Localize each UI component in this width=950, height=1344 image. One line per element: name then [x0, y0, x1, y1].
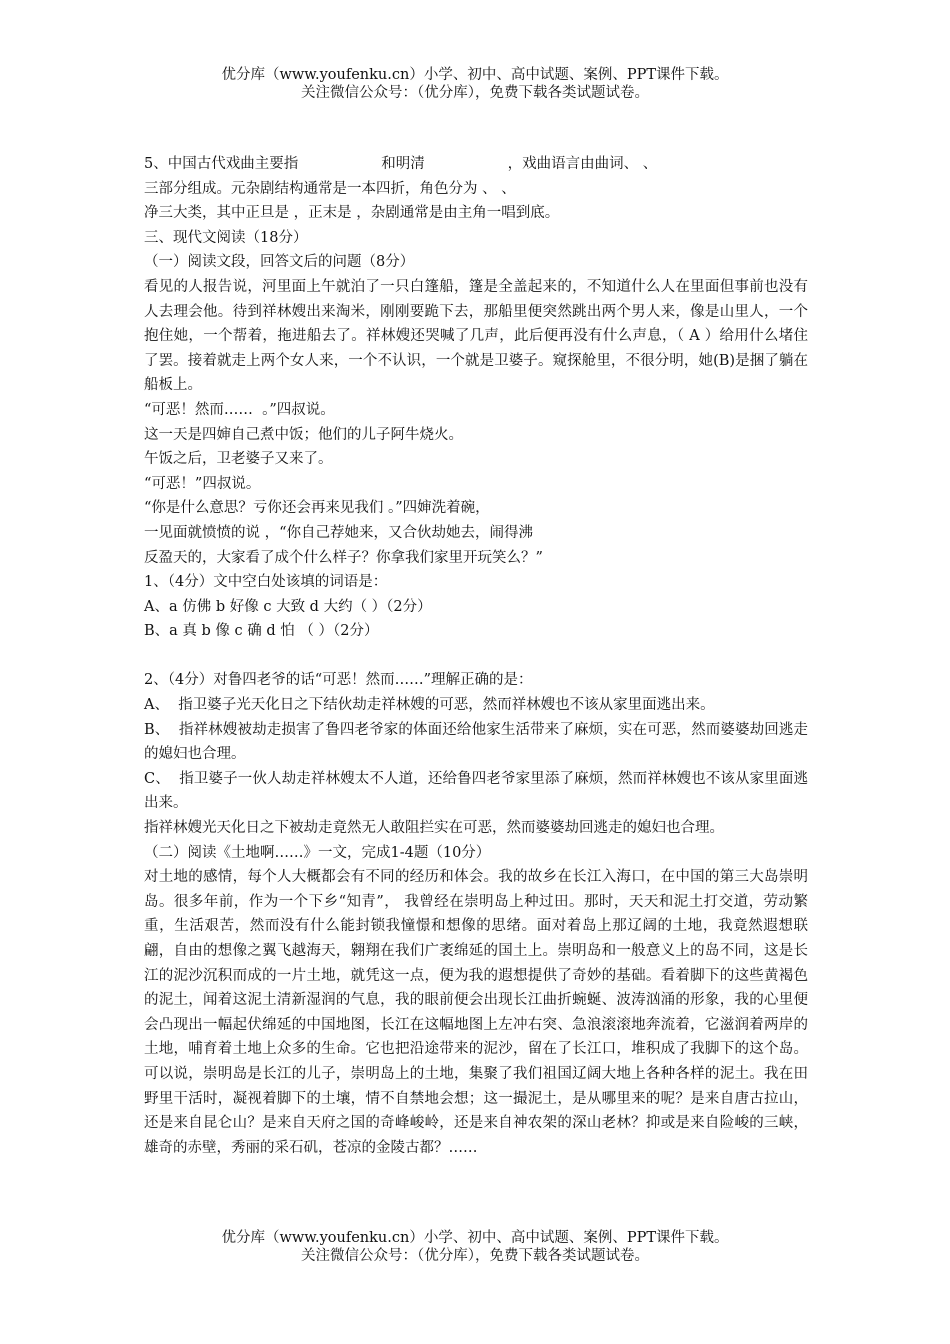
part-1-title: （一）阅读文段，回答文后的问题（8分）	[144, 254, 415, 271]
dialog-line-3: 午饭之后，卫老婆子又来了。	[144, 451, 333, 468]
footer-line-2: 关注微信公众号：（优分库），免费下载各类试题试卷。	[301, 1248, 649, 1264]
question-2-option-d: 指祥林嫂光天化日之下被劫走竟然无人敢阻拦实在可恶，然而婆婆劫回逃走的媳妇也合理。	[144, 820, 724, 837]
dialog-line-6: 一见面就愤愤的说 ，“你自己荐她来，又合伙劫她去，闹得沸	[144, 524, 534, 541]
question-2-option-b: B、 指祥林嫂被劫走损害了鲁四老爷家的体面还给他家生活带来了麻烦，实在可恶，然而婆婆劫回逃走的媳妇也合理。	[144, 721, 808, 763]
header-line-2: 关注微信公众号：（优分库），免费下载各类试题试卷。	[301, 85, 649, 101]
dialog-line-4: “可恶！”四叔说。	[144, 475, 261, 492]
question-1-option-a: A、a 仿佛 b 好像 c 大致 d 大约（ ）（2分）	[144, 598, 432, 615]
question-1-stem: 1、（4分）文中空白处该填的词语是：	[144, 574, 388, 591]
page-footer	[0, 1229, 950, 1265]
part-2-title: （二）阅读《土地啊……》一文，完成1-4题（10分）	[144, 844, 491, 861]
question-2-option-c: C、 指卫婆子一伙人劫走祥林嫂太不人道，还给鲁四老爷家里添了麻烦，然而祥林嫂也不该从家里面逃出来。	[144, 770, 808, 812]
header-line-1: 优分库（www.youfenku.cn）小学、初中、高中试题、案例、PPT课件下载。	[221, 67, 729, 83]
page-header	[0, 66, 950, 102]
q5-line-2: 三部分组成。元杂剧结构通常是一本四折，角色分为 、 、	[144, 180, 516, 197]
passage-2: 对土地的感情，每个人大概都会有不同的经历和体会。我的故乡在长江入海口，在中国的第三大岛崇明岛。很多年前，作为一个下乡“知青”， 我曾经在崇明岛上种过田。那时，天天和泥土打交道，劳动繁重，生活艰苦，然而没有什么能封锁我憧憬和想像的思绪。面对着岛上那辽阔的土地，我竟然遐想联翩，自由的想像之翼飞越海天，翱翔在我们广袤绵延的国土上。崇明岛和一般意义上的岛不同，这是长江的泥沙沉积而成的一片土地，就凭这一点，便为我的遐想提供了奇妙的基础。看着脚下的这些黄褐色的泥土，闻着这泥土清新湿润的气息，我的眼前便会出现长江曲折蜿蜒、波涛汹涌的形象，我的心里便会凸现出一幅起伏绵延的中国地图，长江在这幅地图上左冲右突、急浪滚滚地奔流着，它滋润着两岸的土地，哺育着土地上众多的生命。它也把沿途带来的泥沙，留在了长江口，堆积成了我脚下的这个岛。可以说，崇明岛是长江的儿子，崇明岛上的土地，集聚了我们祖国辽阔大地上各种各样的泥土。我在田野里干活时，凝视着脚下的土壤，情不自禁地会想；这一撮泥土，是从哪里来的呢？是来自唐古拉山，还是来自昆仑山？是来自天府之国的奇峰峻岭，还是来自神农架的深山老林？抑或是来自险峻的三峡，雄奇的赤壁，秀丽的采石矶，苍凉的金陵古都？……	[144, 869, 808, 1156]
footer-line-1: 优分库（www.youfenku.cn）小学、初中、高中试题、案例、PPT课件下载。	[221, 1230, 729, 1246]
section-3-title: 三、现代文阅读（18分）	[144, 229, 308, 246]
dialog-line-2: 这一天是四婶自己煮中饭；他们的儿子阿牛烧火。	[144, 426, 463, 443]
dialog-line-5: “你是什么意思？亏你还会再来见我们 。”四婶洗着碗，	[144, 500, 490, 517]
q5-line-3: 净三大类，其中正旦是 ，正末是 ，杂剧通常是由主角一唱到底。	[144, 205, 560, 222]
question-2-option-a: A、 指卫婆子光天化日之下结伙劫走祥林嫂的可恶，然而祥林嫂也不该从家里面逃出来。	[144, 697, 715, 714]
dialog-line-1: “可恶！然而…… 。”四叔说。	[144, 401, 335, 418]
question-2-stem: 2、（4分）对鲁四老爷的话“可恶！然而……”理解正确的是：	[144, 672, 533, 689]
spacer	[144, 644, 808, 669]
q5-line-1: 5、中国古代戏曲主要指 和明清 ，戏曲语言由曲词、 、	[144, 156, 658, 172]
passage-1: 看见的人报告说，河里面上午就泊了一只白篷船，篷是全盖起来的，不知道什么人在里面但事前也没有人去理会他。待到祥林嫂出来淘米，刚刚要跪下去，那船里便突然跳出两个男人来，像是山里人，一个抱住她，一个帮着，拖进船去了。祥林嫂还哭喊了几声，此后便再没有什么声息，（ A ）给用什么堵住了罢。接着就走上两个女人来，一个不认识，一个就是卫婆子。窥探舱里，不很分明，她(B)是捆了躺在船板上。	[144, 278, 808, 394]
question-1-option-b: B、a 真 b 像 c 确 d 怕 （ ）（2分）	[144, 623, 379, 640]
dialog-line-7: 反盈天的，大家看了成个什么样子？你拿我们家里开玩笑么？”	[144, 549, 543, 566]
document-body	[144, 152, 808, 1160]
